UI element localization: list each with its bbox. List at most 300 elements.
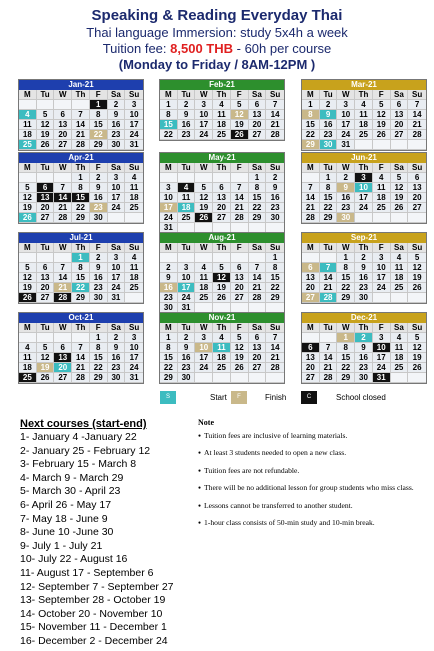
empty-cell <box>72 100 90 110</box>
day-cell: 31 <box>178 303 196 313</box>
weekday-header: W <box>195 323 213 333</box>
empty-cell <box>320 253 338 263</box>
day-cell: 13 <box>391 110 409 120</box>
month-title: Mar-21 <box>302 80 426 90</box>
day-cell: 8 <box>72 183 90 193</box>
month-calendar <box>301 152 427 224</box>
day-cell: 4 <box>178 183 196 193</box>
day-cell: 7 <box>72 343 90 353</box>
day-cell: 1 <box>266 253 284 263</box>
day-cell: 12 <box>19 273 37 283</box>
month-calendar <box>301 232 427 304</box>
weekday-header: Tu <box>37 243 55 253</box>
day-cell: 9 <box>160 273 178 283</box>
day-cell: 10 <box>178 273 196 283</box>
day-cell: 22 <box>160 130 178 140</box>
weekday-header: Tu <box>320 323 338 333</box>
empty-cell <box>266 373 284 383</box>
day-cell: 13 <box>302 273 320 283</box>
day-cell: 5 <box>231 100 249 110</box>
day-cell: 9 <box>90 263 108 273</box>
day-cell: 24 <box>125 363 143 373</box>
day-cell: 6 <box>391 100 409 110</box>
day-cell: 22 <box>72 203 90 213</box>
day-cell: 26 <box>373 130 391 140</box>
day-cell: 6 <box>249 333 267 343</box>
day-cell: 12 <box>37 120 55 130</box>
month-calendar <box>18 79 144 151</box>
weekday-header: Tu <box>178 90 196 100</box>
day-cell: 26 <box>37 373 55 383</box>
day-cell: 28 <box>408 130 426 140</box>
empty-cell <box>355 213 373 223</box>
day-cell: 17 <box>108 193 126 203</box>
weekday-header: M <box>19 323 37 333</box>
day-cell: 5 <box>408 333 426 343</box>
day-cell: 2 <box>178 100 196 110</box>
day-cell: 22 <box>72 283 90 293</box>
empty-cell <box>213 173 231 183</box>
weekday-header: Su <box>266 163 284 173</box>
day-cell: 30 <box>320 140 338 150</box>
day-cell: 23 <box>355 283 373 293</box>
day-cell: 30 <box>178 373 196 383</box>
month-calendar <box>159 152 285 234</box>
weekday-header: Sa <box>249 243 267 253</box>
day-cell: 17 <box>160 203 178 213</box>
day-cell: 14 <box>266 343 284 353</box>
tuition-fee <box>0 41 434 56</box>
weekday-header: M <box>302 163 320 173</box>
weekday-header: Su <box>125 323 143 333</box>
weekday-header: Tu <box>320 90 338 100</box>
weekday-header: Th <box>355 90 373 100</box>
day-cell: 31 <box>108 293 126 303</box>
month-title: May-21 <box>160 153 284 163</box>
month-calendar <box>301 79 427 151</box>
day-cell: 18 <box>19 363 37 373</box>
weekday-header: W <box>54 90 72 100</box>
day-cell: 20 <box>54 363 72 373</box>
empty-cell <box>37 100 55 110</box>
day-cell: 30 <box>90 213 108 223</box>
month-title: Nov-21 <box>160 313 284 323</box>
day-cell: 1 <box>302 100 320 110</box>
day-cell: 22 <box>320 203 338 213</box>
day-cell: 4 <box>213 333 231 343</box>
day-cell: 25 <box>213 130 231 140</box>
empty-cell <box>37 253 55 263</box>
weekday-header: Th <box>355 243 373 253</box>
day-cell: 31 <box>160 223 178 233</box>
month-calendar <box>18 232 144 304</box>
weekday-header: F <box>231 323 249 333</box>
weekday-header: Su <box>266 90 284 100</box>
day-cell: 13 <box>37 273 55 283</box>
day-cell: 18 <box>213 120 231 130</box>
day-cell: 19 <box>231 120 249 130</box>
day-cell: 11 <box>195 273 213 283</box>
day-cell: 18 <box>355 120 373 130</box>
legend-closed-label: School closed <box>336 393 386 402</box>
day-cell: 3 <box>178 263 196 273</box>
fee-price: 8,500 THB <box>170 41 234 56</box>
empty-cell <box>391 140 409 150</box>
day-cell: 16 <box>160 283 178 293</box>
day-cell: 21 <box>408 120 426 130</box>
day-cell: 7 <box>54 183 72 193</box>
weekday-header: F <box>90 163 108 173</box>
page-title: Speaking & Reading Everyday Thai <box>91 7 343 24</box>
day-cell: 14 <box>408 110 426 120</box>
empty-cell <box>54 173 72 183</box>
weekday-header: W <box>195 163 213 173</box>
day-cell: 11 <box>373 183 391 193</box>
day-cell: 7 <box>249 263 267 273</box>
empty-cell <box>373 213 391 223</box>
day-cell: 26 <box>408 363 426 373</box>
day-cell: 19 <box>213 283 231 293</box>
weekday-header: F <box>90 323 108 333</box>
day-cell: 26 <box>195 213 213 223</box>
day-cell: 19 <box>19 283 37 293</box>
empty-cell <box>231 253 249 263</box>
weekday-header: Tu <box>320 243 338 253</box>
weekday-header: M <box>302 243 320 253</box>
weekday-header: Th <box>213 90 231 100</box>
day-cell: 24 <box>373 283 391 293</box>
empty-cell <box>373 293 391 303</box>
weekday-header: Su <box>266 243 284 253</box>
course-item: 14- October 20 - November 10 <box>20 607 163 620</box>
day-cell: 11 <box>125 263 143 273</box>
page-subtitle: Thai language Immersion: study 5x4h a week <box>86 25 348 40</box>
course-item: 12- September 7 - September 27 <box>20 580 174 593</box>
course-item: 13- September 28 - October 19 <box>20 594 166 607</box>
day-cell: 23 <box>178 363 196 373</box>
day-cell: 16 <box>90 193 108 203</box>
day-cell: 3 <box>337 100 355 110</box>
day-cell: 9 <box>355 263 373 273</box>
day-cell: 12 <box>213 273 231 283</box>
day-cell: 11 <box>19 353 37 363</box>
day-cell: 8 <box>90 110 108 120</box>
day-cell: 16 <box>355 353 373 363</box>
day-cell: 1 <box>337 253 355 263</box>
day-cell: 14 <box>320 353 338 363</box>
day-cell: 11 <box>178 193 196 203</box>
empty-cell <box>213 253 231 263</box>
empty-cell <box>213 373 231 383</box>
weekday-header: M <box>160 90 178 100</box>
day-cell: 20 <box>231 283 249 293</box>
day-cell: 5 <box>213 263 231 273</box>
day-cell: 8 <box>337 343 355 353</box>
course-item: 16- December 2 - December 24 <box>20 634 168 647</box>
day-cell: 29 <box>302 140 320 150</box>
month-calendar <box>18 312 144 384</box>
empty-cell <box>391 293 409 303</box>
day-cell: 23 <box>178 130 196 140</box>
day-cell: 27 <box>302 373 320 383</box>
month-calendar <box>18 152 144 224</box>
weekday-header: Tu <box>37 323 55 333</box>
empty-cell <box>320 333 338 343</box>
legend-start-swatch: S <box>160 391 176 404</box>
day-cell: 2 <box>266 173 284 183</box>
day-cell: 6 <box>37 183 55 193</box>
empty-cell <box>391 213 409 223</box>
day-cell: 19 <box>373 120 391 130</box>
day-cell: 28 <box>320 293 338 303</box>
day-cell: 26 <box>408 283 426 293</box>
day-cell: 30 <box>90 293 108 303</box>
day-cell: 12 <box>19 193 37 203</box>
weekday-header: M <box>160 243 178 253</box>
day-cell: 25 <box>373 203 391 213</box>
day-cell: 26 <box>19 293 37 303</box>
weekday-header: Sa <box>391 323 409 333</box>
day-cell: 27 <box>54 140 72 150</box>
day-cell: 27 <box>408 203 426 213</box>
day-cell: 10 <box>160 193 178 203</box>
empty-cell <box>408 213 426 223</box>
note-item: ● Tuition fees are inclusive of learning materials. <box>198 430 428 447</box>
fee-suffix: - 60h per course <box>233 41 332 56</box>
day-cell: 8 <box>320 183 338 193</box>
day-cell: 1 <box>90 333 108 343</box>
empty-cell <box>160 173 178 183</box>
day-cell: 19 <box>391 193 409 203</box>
day-cell: 27 <box>249 363 267 373</box>
day-cell: 13 <box>54 353 72 363</box>
day-cell: 20 <box>302 283 320 293</box>
weekday-header: M <box>19 90 37 100</box>
day-cell: 17 <box>373 273 391 283</box>
schedule-line: (Monday to Friday / 8AM-12PM ) <box>118 57 316 72</box>
day-cell: 28 <box>54 213 72 223</box>
day-cell: 18 <box>373 193 391 203</box>
weekday-header: Su <box>125 163 143 173</box>
day-cell: 3 <box>373 253 391 263</box>
day-cell: 29 <box>249 213 267 223</box>
day-cell: 29 <box>337 373 355 383</box>
day-cell: 23 <box>337 203 355 213</box>
weekday-header: Su <box>408 243 426 253</box>
day-cell: 21 <box>320 283 338 293</box>
day-cell: 28 <box>249 293 267 303</box>
empty-cell <box>195 373 213 383</box>
note-item: ● Lessons cannot be transferred to another student. <box>198 500 428 517</box>
day-cell: 17 <box>373 353 391 363</box>
weekday-header: Su <box>266 323 284 333</box>
day-cell: 6 <box>213 183 231 193</box>
day-cell: 10 <box>125 110 143 120</box>
day-cell: 8 <box>266 263 284 273</box>
weekday-header: Th <box>72 90 90 100</box>
day-cell: 26 <box>231 130 249 140</box>
day-cell: 13 <box>408 183 426 193</box>
day-cell: 19 <box>408 353 426 363</box>
day-cell: 15 <box>337 353 355 363</box>
day-cell: 6 <box>54 110 72 120</box>
empty-cell <box>125 213 143 223</box>
day-cell: 1 <box>72 253 90 263</box>
day-cell: 11 <box>391 343 409 353</box>
day-cell: 1 <box>249 173 267 183</box>
day-cell: 24 <box>337 130 355 140</box>
weekday-header: M <box>160 163 178 173</box>
day-cell: 22 <box>90 363 108 373</box>
day-cell: 27 <box>302 293 320 303</box>
day-cell: 12 <box>408 343 426 353</box>
empty-cell <box>54 253 72 263</box>
day-cell: 28 <box>72 373 90 383</box>
day-cell: 12 <box>37 353 55 363</box>
day-cell: 24 <box>355 203 373 213</box>
day-cell: 21 <box>266 120 284 130</box>
day-cell: 11 <box>213 110 231 120</box>
day-cell: 28 <box>54 293 72 303</box>
day-cell: 8 <box>160 343 178 353</box>
day-cell: 30 <box>266 213 284 223</box>
day-cell: 13 <box>302 353 320 363</box>
month-calendar <box>301 312 427 384</box>
day-cell: 10 <box>108 183 126 193</box>
month-title: Oct-21 <box>19 313 143 323</box>
day-cell: 15 <box>72 273 90 283</box>
day-cell: 5 <box>195 183 213 193</box>
day-cell: 4 <box>125 173 143 183</box>
day-cell: 18 <box>19 130 37 140</box>
day-cell: 9 <box>108 343 126 353</box>
day-cell: 11 <box>213 343 231 353</box>
day-cell: 7 <box>266 333 284 343</box>
day-cell: 21 <box>231 203 249 213</box>
day-cell: 21 <box>54 283 72 293</box>
day-cell: 10 <box>195 110 213 120</box>
month-title: Jul-21 <box>19 233 143 243</box>
legend-finish-swatch: F <box>231 391 247 404</box>
day-cell: 9 <box>266 183 284 193</box>
day-cell: 6 <box>37 263 55 273</box>
month-calendar <box>159 232 285 314</box>
day-cell: 3 <box>108 253 126 263</box>
day-cell: 12 <box>231 110 249 120</box>
month-title: Aug-21 <box>160 233 284 243</box>
day-cell: 17 <box>108 273 126 283</box>
weekday-header: Su <box>408 163 426 173</box>
day-cell: 19 <box>408 273 426 283</box>
day-cell: 6 <box>231 263 249 273</box>
course-item: 7- May 18 - June 9 <box>20 512 108 525</box>
day-cell: 21 <box>249 283 267 293</box>
notes-section <box>198 416 428 534</box>
day-cell: 5 <box>37 110 55 120</box>
empty-cell <box>195 253 213 263</box>
empty-cell <box>125 293 143 303</box>
day-cell: 1 <box>337 333 355 343</box>
day-cell: 23 <box>320 130 338 140</box>
day-cell: 12 <box>408 263 426 273</box>
day-cell: 17 <box>178 283 196 293</box>
day-cell: 14 <box>72 120 90 130</box>
day-cell: 12 <box>391 183 409 193</box>
day-cell: 7 <box>320 263 338 273</box>
weekday-header: Sa <box>391 243 409 253</box>
day-cell: 28 <box>266 130 284 140</box>
day-cell: 28 <box>302 213 320 223</box>
day-cell: 17 <box>125 353 143 363</box>
month-title: Jun-21 <box>302 153 426 163</box>
day-cell: 18 <box>391 273 409 283</box>
day-cell: 13 <box>249 110 267 120</box>
day-cell: 5 <box>37 343 55 353</box>
day-cell: 16 <box>266 193 284 203</box>
day-cell: 3 <box>125 333 143 343</box>
day-cell: 24 <box>373 363 391 373</box>
course-item: 6- April 26 - May 17 <box>20 498 112 511</box>
day-cell: 4 <box>391 253 409 263</box>
day-cell: 17 <box>355 193 373 203</box>
day-cell: 25 <box>178 213 196 223</box>
day-cell: 30 <box>355 293 373 303</box>
day-cell: 17 <box>195 353 213 363</box>
day-cell: 21 <box>54 203 72 213</box>
day-cell: 21 <box>320 363 338 373</box>
day-cell: 8 <box>90 343 108 353</box>
day-cell: 29 <box>320 213 338 223</box>
weekday-header: Su <box>408 323 426 333</box>
day-cell: 9 <box>108 110 126 120</box>
weekday-header: Sa <box>108 243 126 253</box>
day-cell: 18 <box>178 203 196 213</box>
day-cell: 29 <box>72 293 90 303</box>
day-cell: 24 <box>160 213 178 223</box>
day-cell: 20 <box>302 363 320 373</box>
day-cell: 20 <box>249 120 267 130</box>
weekday-header: M <box>19 243 37 253</box>
weekday-header: W <box>337 90 355 100</box>
day-cell: 18 <box>195 283 213 293</box>
day-cell: 23 <box>90 203 108 213</box>
empty-cell <box>19 333 37 343</box>
day-cell: 7 <box>408 100 426 110</box>
day-cell: 9 <box>90 183 108 193</box>
day-cell: 16 <box>320 120 338 130</box>
empty-cell <box>54 100 72 110</box>
day-cell: 22 <box>160 363 178 373</box>
empty-cell <box>231 373 249 383</box>
day-cell: 7 <box>266 100 284 110</box>
day-cell: 30 <box>108 373 126 383</box>
day-cell: 8 <box>249 183 267 193</box>
empty-cell <box>19 253 37 263</box>
weekday-header: W <box>54 323 72 333</box>
day-cell: 31 <box>373 373 391 383</box>
day-cell: 5 <box>391 173 409 183</box>
day-cell: 20 <box>391 120 409 130</box>
day-cell: 22 <box>337 363 355 373</box>
day-cell: 21 <box>266 353 284 363</box>
day-cell: 10 <box>108 263 126 273</box>
weekday-header: W <box>54 243 72 253</box>
weekday-header: Th <box>355 323 373 333</box>
day-cell: 7 <box>231 183 249 193</box>
day-cell: 27 <box>391 130 409 140</box>
day-cell: 20 <box>408 193 426 203</box>
day-cell: 31 <box>125 140 143 150</box>
